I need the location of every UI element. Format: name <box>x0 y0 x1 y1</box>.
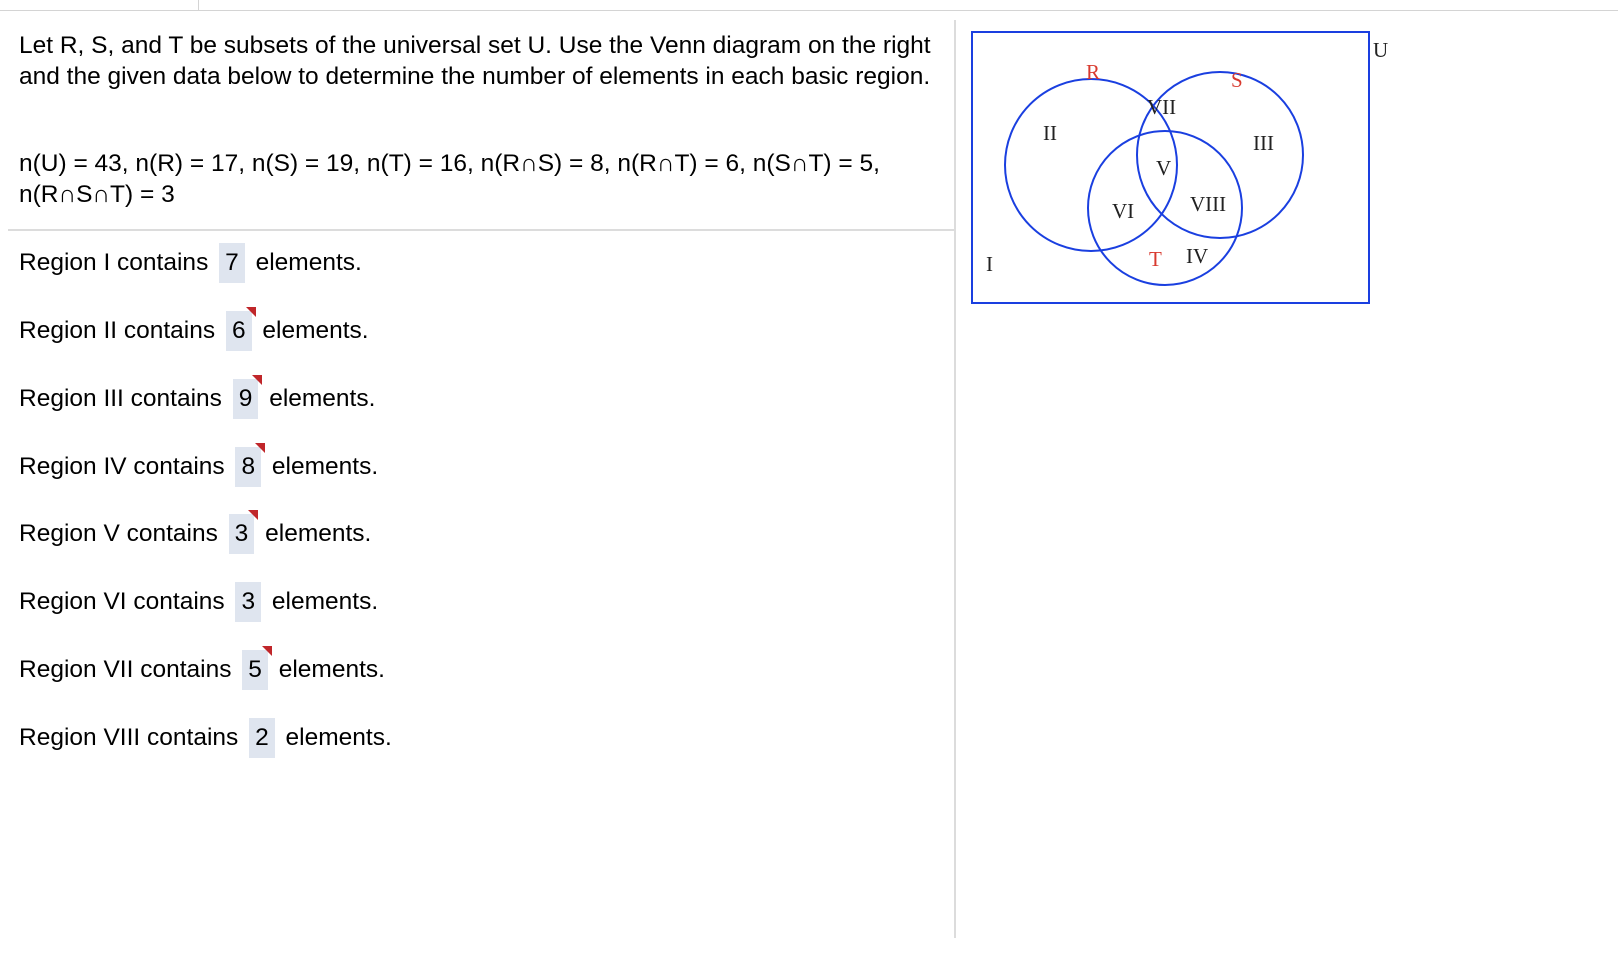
answer-input-region-6[interactable]: 3 <box>235 582 261 622</box>
answer-prefix: Region III contains <box>19 385 222 412</box>
answer-prefix: Region VI contains <box>19 588 225 615</box>
top-rule <box>0 10 1618 11</box>
answer-row-region-8 <box>19 718 392 758</box>
answer-suffix: elements. <box>278 656 385 683</box>
incorrect-flag-icon <box>262 646 272 656</box>
answer-prefix: Region V contains <box>19 520 218 547</box>
answer-prefix: Region I contains <box>19 249 209 276</box>
answer-suffix: elements. <box>255 249 362 276</box>
answer-row-region-4 <box>19 447 378 487</box>
problem-statement: Let R, S, and T be subsets of the universal set U. Use the Venn diagram on the right and the given data below to determine the number of elements in each basic region. <box>19 32 931 90</box>
region-iii-label: III <box>1253 131 1274 155</box>
answer-input-region-3[interactable]: 9 <box>233 379 259 419</box>
answer-input-region-1[interactable]: 7 <box>219 243 245 283</box>
universe-label: U <box>1373 38 1389 62</box>
answer-row-region-1 <box>19 243 362 283</box>
incorrect-flag-icon <box>246 307 256 317</box>
incorrect-flag-icon <box>252 375 262 385</box>
answer-input-region-2[interactable]: 6 <box>226 311 252 351</box>
region-ii-label: II <box>1043 121 1057 145</box>
incorrect-flag-icon <box>255 443 265 453</box>
set-r-label: R <box>1086 60 1101 84</box>
answer-suffix: elements. <box>262 317 369 344</box>
given-data-line-1: n(U) = 43, n(R) = 17, n(S) = 19, n(T) = 16, n(R∩S) = 8, n(R∩T) = 6, n(S∩T) = 5, <box>19 150 880 177</box>
given-data <box>19 148 944 210</box>
region-vi-label: VI <box>1112 199 1135 223</box>
answer-suffix: elements. <box>271 588 379 615</box>
answer-prefix: Region IV contains <box>19 453 225 480</box>
answer-input-region-4[interactable]: 8 <box>235 447 261 487</box>
answer-row-region-5 <box>19 514 371 554</box>
answer-row-region-6 <box>19 582 378 622</box>
answer-prefix: Region II contains <box>19 317 216 344</box>
answer-suffix: elements. <box>285 724 392 751</box>
region-iv-label: IV <box>1186 244 1209 268</box>
top-tick <box>198 0 199 10</box>
set-t-label: T <box>1149 247 1162 271</box>
section-separator <box>8 229 954 231</box>
region-viii-label: VIII <box>1190 192 1227 216</box>
answer-row-region-2 <box>19 311 369 351</box>
answer-prefix: Region VII contains <box>19 656 232 683</box>
venn-diagram <box>968 28 1408 318</box>
region-vii-label: VII <box>1147 95 1177 119</box>
answer-suffix: elements. <box>269 385 376 412</box>
answer-row-region-7 <box>19 650 385 690</box>
region-i-label: I <box>986 252 993 276</box>
given-data-line-2: n(R∩S∩T) = 3 <box>19 181 175 208</box>
answer-row-region-3 <box>19 379 375 419</box>
region-v-label: V <box>1156 156 1172 180</box>
answer-input-region-7[interactable]: 5 <box>242 650 268 690</box>
incorrect-flag-icon <box>248 510 258 520</box>
answer-prefix: Region VIII contains <box>19 724 239 751</box>
answer-suffix: elements. <box>265 520 372 547</box>
pane-divider <box>954 20 956 938</box>
answer-input-region-5[interactable]: 3 <box>229 514 255 554</box>
set-s-label: S <box>1231 68 1243 92</box>
answer-input-region-8[interactable]: 2 <box>249 718 275 758</box>
answer-suffix: elements. <box>271 453 379 480</box>
